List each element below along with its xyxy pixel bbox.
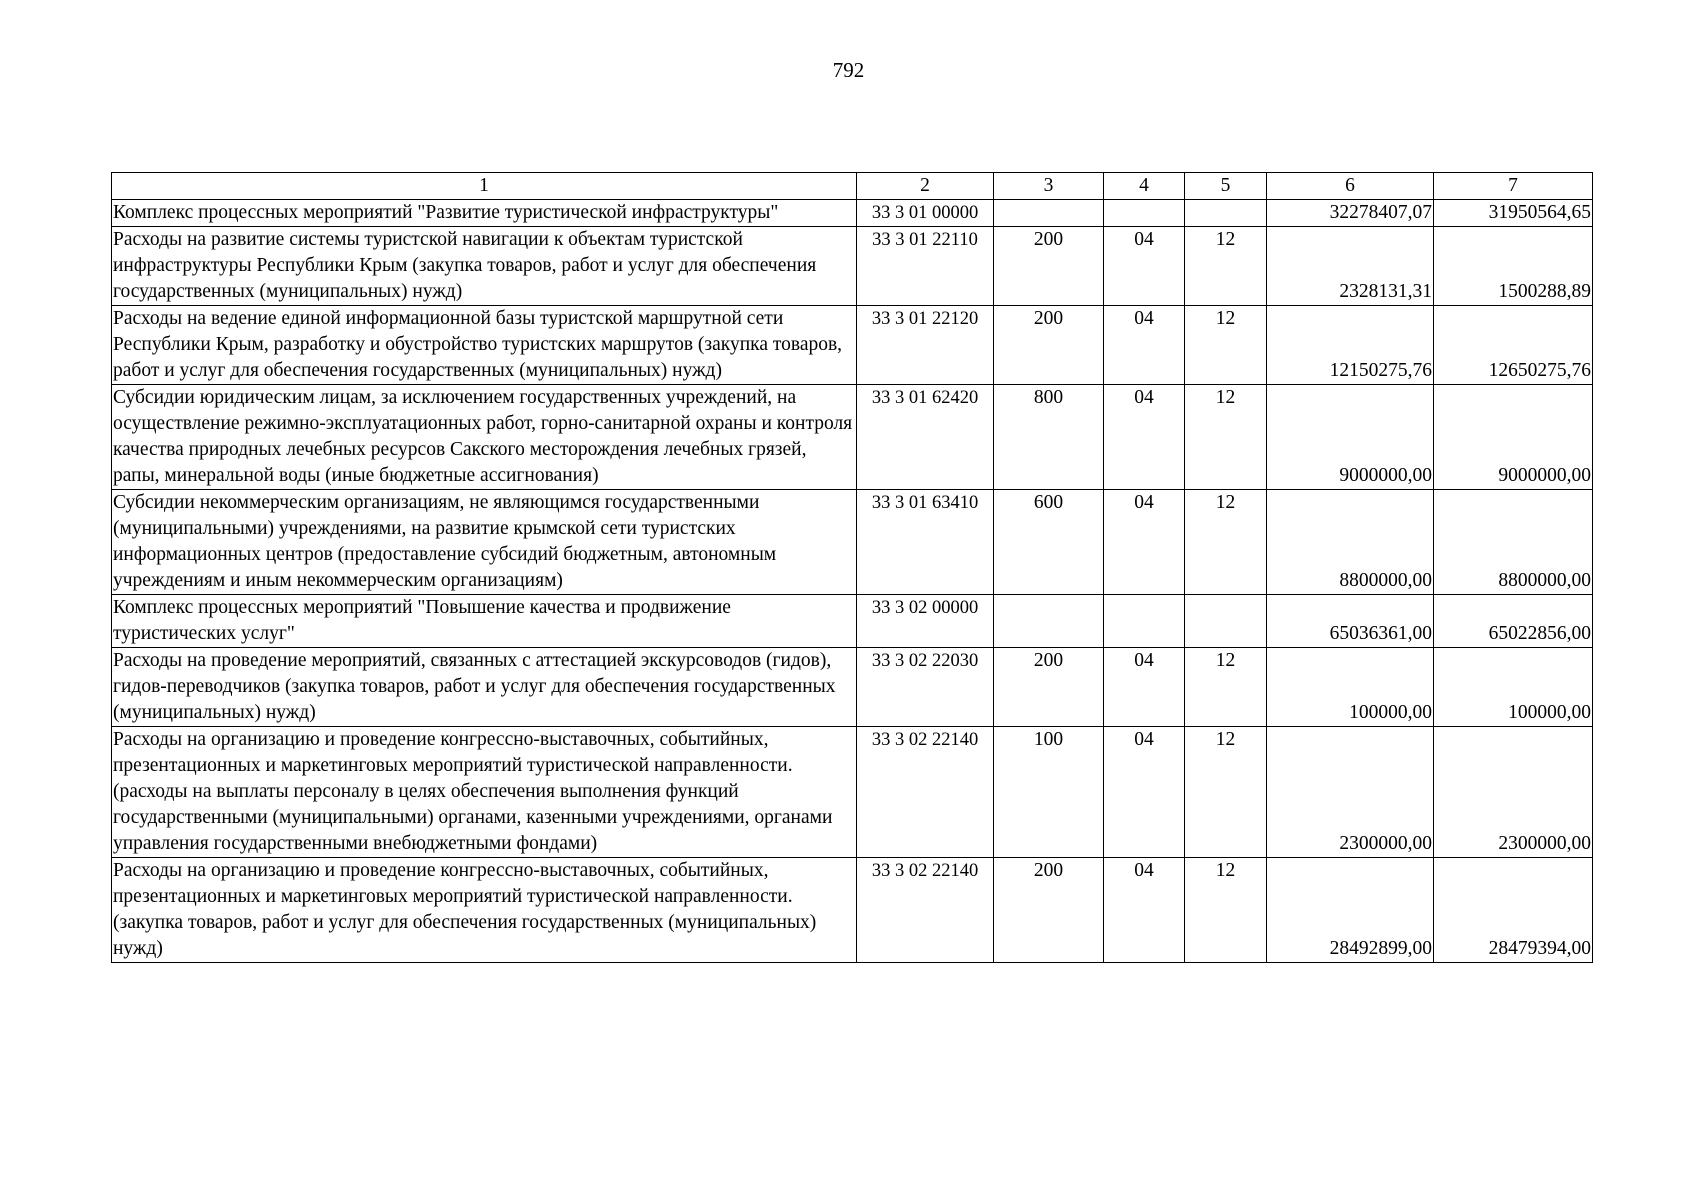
row-amount-year-2: 1500288,89 [1434,227,1593,306]
table-row [112,858,1593,963]
row-expense-type: 800 [994,385,1104,490]
budget-table [111,172,1593,963]
row-amount-year-1: 100000,00 [1267,648,1434,727]
row-section: 04 [1104,385,1185,490]
column-header: 1 [112,173,857,200]
row-name: Субсидии некоммерческим организациям, не являющимся государственными (муниципальными) учреждениями, на развитие крымской сети туристских информационных центров (предоставление субсидий бюджетным, автономным учреждениям и иным некоммерческим организациям) [112,490,857,595]
row-code: 33 3 02 22140 [857,727,994,858]
row-expense-type: 100 [994,727,1104,858]
row-subsection: 12 [1185,306,1267,385]
table-row [112,306,1593,385]
page-number: 792 [832,58,865,82]
row-expense-type [994,595,1104,648]
column-header: 4 [1104,173,1185,200]
row-subsection: 12 [1185,727,1267,858]
row-expense-type: 200 [994,858,1104,963]
row-expense-type: 200 [994,306,1104,385]
row-amount-year-1: 65036361,00 [1267,595,1434,648]
row-name: Расходы на проведение мероприятий, связанных с аттестацией экскурсоводов (гидов), гидов-переводчиков (закупка товаров, работ и услуг для обеспечения государственных (муниципальных) нужд) [112,648,857,727]
row-name: Расходы на организацию и проведение конгрессно-выставочных, событийных, презентационных и маркетинговых мероприятий туристической направленности. (закупка товаров, работ и услуг для обеспечения государственных (муниципальных) нужд) [112,858,857,963]
row-code: 33 3 02 22030 [857,648,994,727]
row-subsection: 12 [1185,227,1267,306]
table-row [112,200,1593,227]
row-section: 04 [1104,227,1185,306]
row-subsection: 12 [1185,858,1267,963]
row-name: Расходы на ведение единой информационной базы туристской маршрутной сети Республики Крым, разработку и обустройство туристских маршрутов (закупка товаров, работ и услуг для обеспечения государственных (муниципальных) нужд) [112,306,857,385]
column-header: 2 [857,173,994,200]
row-amount-year-2: 28479394,00 [1434,858,1593,963]
row-section: 04 [1104,490,1185,595]
row-expense-type: 200 [994,648,1104,727]
table-row [112,227,1593,306]
row-section: 04 [1104,727,1185,858]
table-row [112,727,1593,858]
column-header: 3 [994,173,1104,200]
row-code: 33 3 01 00000 [857,200,994,227]
row-section [1104,200,1185,227]
table-row [112,385,1593,490]
row-subsection: 12 [1185,648,1267,727]
row-amount-year-2: 31950564,65 [1434,200,1593,227]
column-header: 5 [1185,173,1267,200]
row-section: 04 [1104,858,1185,963]
row-subsection [1185,200,1267,227]
row-expense-type: 200 [994,227,1104,306]
row-subsection [1185,595,1267,648]
row-amount-year-1: 2328131,31 [1267,227,1434,306]
row-name: Расходы на развитие системы туристской навигации к объектам туристской инфраструктуры Республики Крым (закупка товаров, работ и услуг для обеспечения государственных (муниципальных) нужд) [112,227,857,306]
row-amount-year-2: 65022856,00 [1434,595,1593,648]
row-amount-year-2: 2300000,00 [1434,727,1593,858]
row-expense-type: 600 [994,490,1104,595]
row-amount-year-1: 9000000,00 [1267,385,1434,490]
row-code: 33 3 02 00000 [857,595,994,648]
table-row [112,490,1593,595]
row-section: 04 [1104,648,1185,727]
row-subsection: 12 [1185,385,1267,490]
row-amount-year-1: 28492899,00 [1267,858,1434,963]
row-name: Комплекс процессных мероприятий "Повышение качества и продвижение туристических услуг" [112,595,857,648]
row-name: Субсидии юридическим лицам, за исключением государственных учреждений, на осуществление режимно-эксплуатационных работ, горно-санитарной охраны и контроля качества природных лечебных ресурсов Сакского месторождения лечебных грязей, рапы, минеральной воды (иные бюджетные ассигнования) [112,385,857,490]
row-name: Комплекс процессных мероприятий "Развитие туристической инфраструктуры" [112,200,857,227]
row-section: 04 [1104,306,1185,385]
row-code: 33 3 01 63410 [857,490,994,595]
table-row [112,648,1593,727]
row-amount-year-1: 32278407,07 [1267,200,1434,227]
row-amount-year-2: 100000,00 [1434,648,1593,727]
row-amount-year-2: 9000000,00 [1434,385,1593,490]
column-header: 6 [1267,173,1434,200]
row-expense-type [994,200,1104,227]
row-code: 33 3 01 22120 [857,306,994,385]
table-header-row [112,173,1593,200]
row-amount-year-1: 8800000,00 [1267,490,1434,595]
row-amount-year-2: 8800000,00 [1434,490,1593,595]
row-amount-year-1: 12150275,76 [1267,306,1434,385]
row-code: 33 3 01 62420 [857,385,994,490]
row-section [1104,595,1185,648]
row-code: 33 3 01 22110 [857,227,994,306]
row-name: Расходы на организацию и проведение конгрессно-выставочных, событийных, презентационных и маркетинговых мероприятий туристической направленности. (расходы на выплаты персоналу в целях обеспечения выполнения функций государственными (муниципальными) органами, казенными учреждениями, органами управления государственными внебюджетными фондами) [112,727,857,858]
row-amount-year-1: 2300000,00 [1267,727,1434,858]
table-row [112,595,1593,648]
column-header: 7 [1434,173,1593,200]
row-amount-year-2: 12650275,76 [1434,306,1593,385]
row-code: 33 3 02 22140 [857,858,994,963]
row-subsection: 12 [1185,490,1267,595]
